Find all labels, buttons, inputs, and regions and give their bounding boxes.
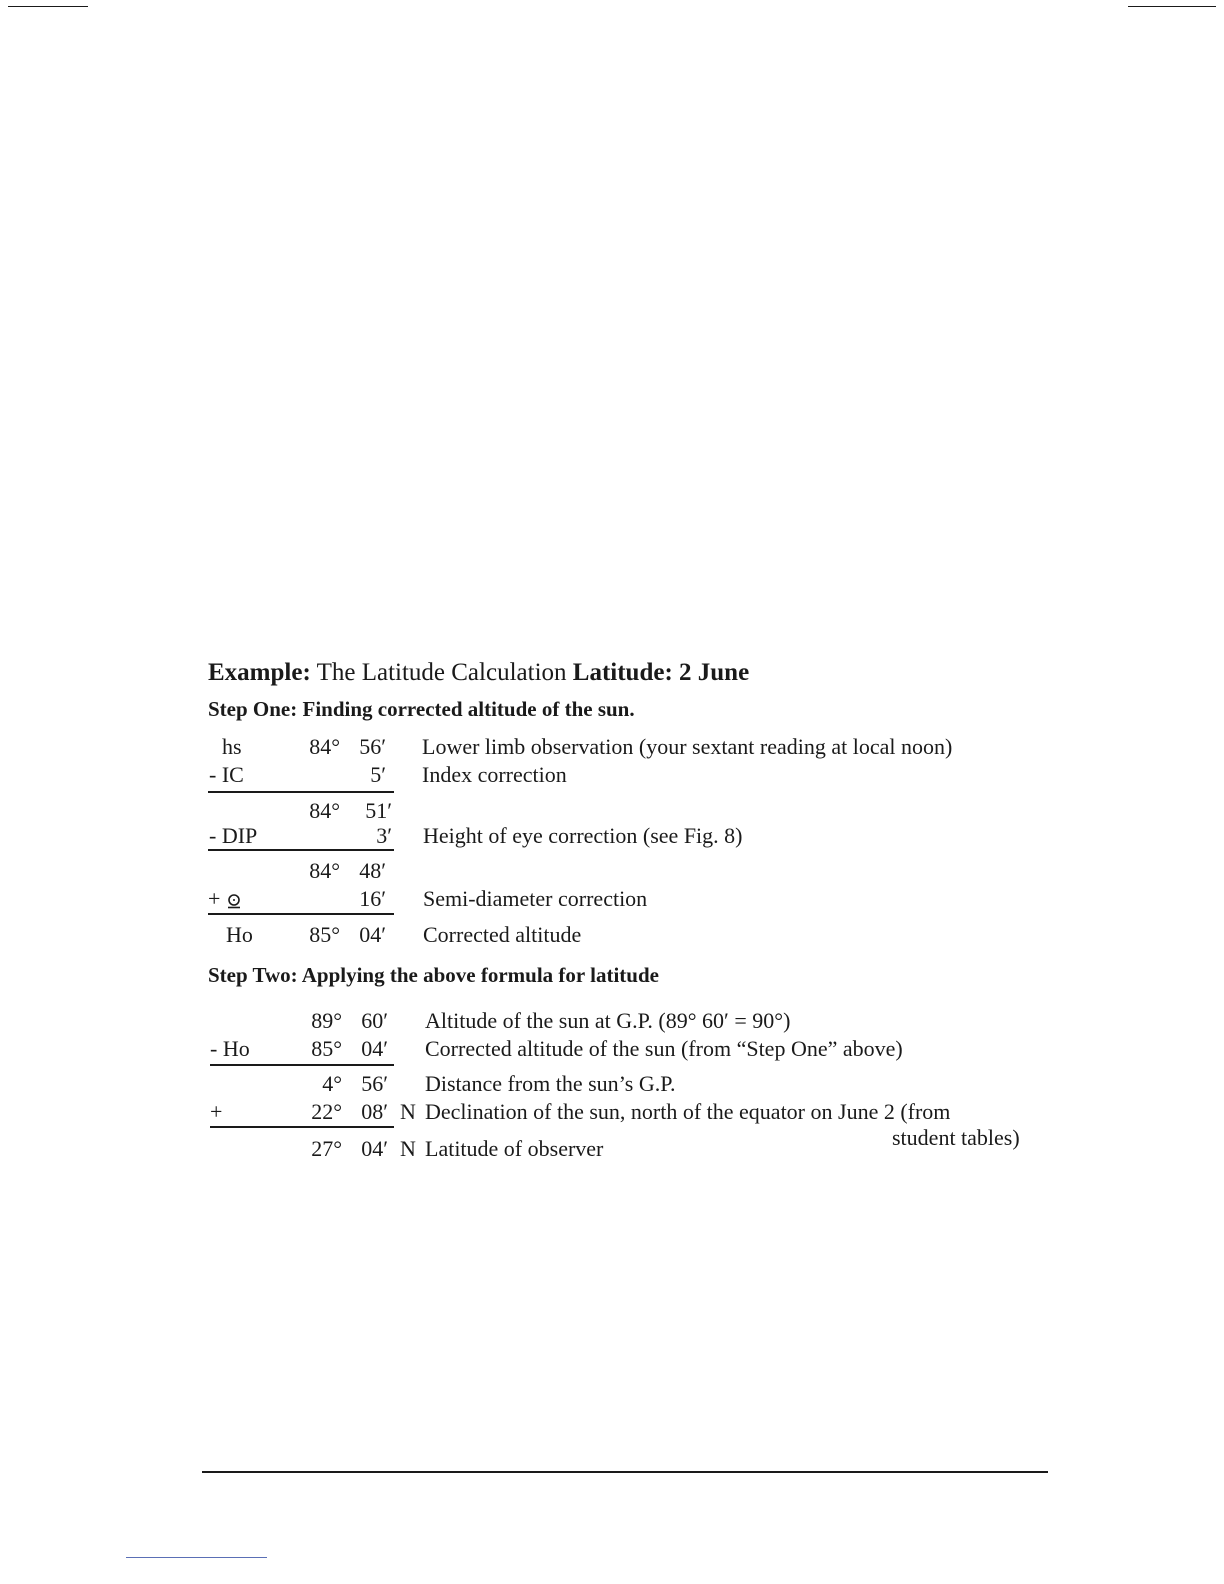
footer-blue-rule: [126, 1557, 267, 1558]
s2-deg-ho: 85°: [311, 1036, 342, 1061]
step-one-title: Step One: Finding corrected altitude of the sun.: [208, 697, 635, 721]
s2-desc-dec-cont: student tables): [892, 1125, 1020, 1150]
footer-rule: [202, 1471, 1048, 1473]
s2-min-lat: 04′: [361, 1136, 388, 1161]
s2-min-gp: 60′: [361, 1008, 388, 1033]
s1-deg-hs: 84°: [309, 734, 340, 759]
s2-deg-dist: 4°: [322, 1071, 342, 1096]
latitude-label: Latitude: 2 June: [572, 659, 750, 686]
s1-min-sub2: 48′: [359, 858, 386, 883]
s1-desc-ho: Corrected altitude: [423, 922, 582, 947]
s1-desc-dip: Height of eye correction (see Fig. 8): [423, 823, 743, 848]
s1-deg-sub2: 84°: [309, 858, 340, 883]
step-two-title: Step Two: Applying the above formula for latitude: [208, 963, 659, 987]
s2-rule-2: [210, 1126, 394, 1128]
s2-dir-dec: N: [400, 1099, 416, 1124]
s1-label-sd: [208, 886, 242, 912]
s2-desc-dec: Declination of the sun, north of the equator on June 2 (from: [425, 1099, 951, 1124]
s1-desc-hs: Lower limb observation (your sextant reading at local noon): [422, 734, 953, 759]
s2-min-ho: 04′: [361, 1036, 388, 1061]
s1-rule-2: [208, 849, 394, 851]
s2-deg-gp: 89°: [311, 1008, 342, 1033]
s1-label-ic: - IC: [209, 762, 244, 787]
s2-desc-gp: Altitude of the sun at G.P. (89° 60′ = 90°): [425, 1008, 791, 1033]
example-label: Example:: [208, 659, 311, 686]
crop-mark-top-left: [8, 6, 88, 7]
example-text: The Latitude Calculation: [316, 659, 567, 686]
crop-mark-top-right: [1128, 6, 1216, 7]
s1-min-sub1: 51′: [365, 798, 392, 823]
s1-min-ic: 5′: [370, 762, 386, 787]
s1-deg-ho: 85°: [309, 922, 340, 947]
s2-dir-lat: N: [400, 1136, 416, 1161]
s2-deg-dec: 22°: [311, 1099, 342, 1124]
s2-deg-lat: 27°: [311, 1136, 342, 1161]
s1-label-ho: Ho: [226, 922, 253, 947]
s2-min-dec: 08′: [361, 1099, 388, 1124]
s1-deg-sub1: 84°: [309, 798, 340, 823]
s2-label-dec: +: [210, 1099, 223, 1124]
s1-min-ho: 04′: [359, 922, 386, 947]
s1-desc-sd: Semi-diameter correction: [423, 886, 648, 911]
s2-label-ho: - Ho: [210, 1036, 250, 1061]
s1-rule-3: [208, 913, 394, 915]
example-heading: [208, 659, 749, 687]
s1-desc-ic: Index correction: [422, 762, 567, 787]
s1-min-hs: 56′: [359, 734, 386, 759]
s1-min-sd: 16′: [359, 886, 386, 911]
plus-sign: +: [208, 886, 221, 911]
s1-min-dip: 3′: [376, 823, 392, 848]
s1-label-dip: - DIP: [209, 823, 258, 848]
s2-desc-ho: Corrected altitude of the sun (from “Step One” above): [425, 1036, 903, 1061]
s2-desc-dist: Distance from the sun’s G.P.: [425, 1071, 676, 1096]
s1-label-hs: hs: [222, 734, 242, 759]
s2-rule-1: [210, 1064, 394, 1066]
lower-limb-sun-icon: [226, 893, 242, 909]
s2-desc-lat: Latitude of observer: [425, 1136, 604, 1161]
s2-min-dist: 56′: [361, 1071, 388, 1096]
s1-rule-1: [208, 791, 394, 793]
